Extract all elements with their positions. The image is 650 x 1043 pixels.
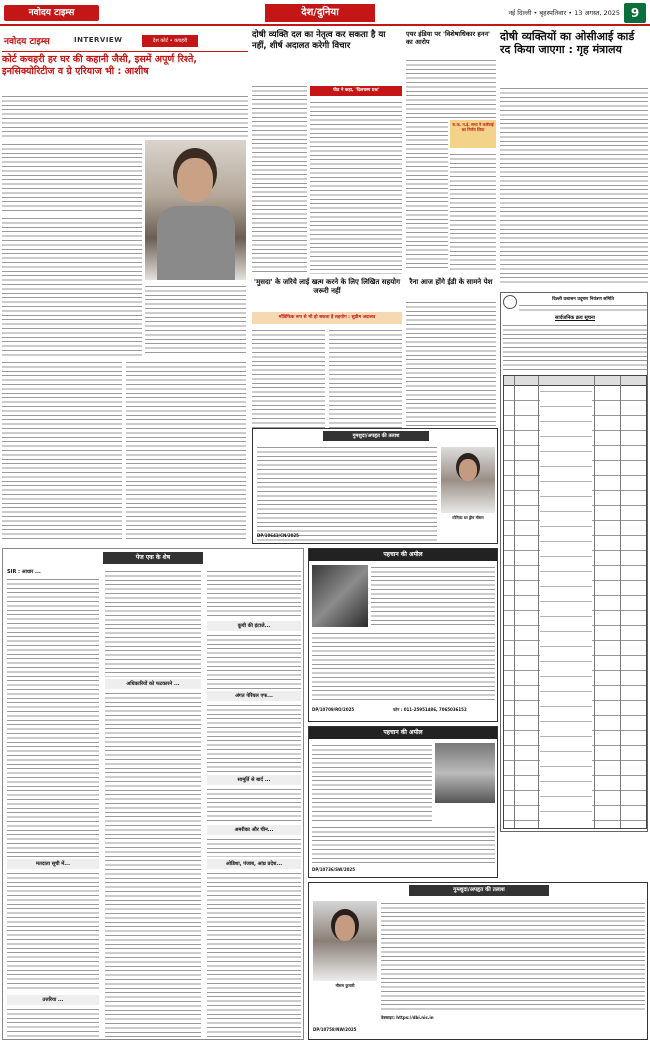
tender-col-divider: [514, 376, 515, 828]
editorial-col3c: [207, 703, 301, 773]
pehchan2-text-b: [312, 825, 495, 863]
tender-table-header: [504, 376, 646, 386]
missing2-heading: गुमशुदा/अपहृत की तलाश: [409, 885, 549, 896]
tender-descriptions: [540, 388, 592, 826]
tender-notice: [500, 292, 648, 832]
air-india-text1: [406, 58, 496, 118]
interview-intro: [2, 94, 248, 138]
pehchan1-heading: पहचान की अपील: [309, 549, 497, 561]
mushtaq-headline: 'मुसदा' के जरिये लाई खत्म करने के लिए लिखित सहयोग जरूरी नहीं: [253, 278, 401, 295]
interview-block: [2, 30, 248, 542]
air-india-text2: [406, 120, 448, 270]
missing-notice-1-box: [252, 428, 498, 544]
editorial-col2b: [105, 691, 201, 1037]
tender-org: दिल्ली प्रशासन प्रदूषण नियंत्रण समिति: [552, 297, 614, 302]
tender-intro: [503, 323, 647, 371]
pehchan-notice-1: [308, 548, 498, 722]
air-india-story: [406, 30, 496, 275]
editorial-sec-6: सामूर्ति से बार्द ...: [207, 775, 301, 785]
editorial-col3f: [207, 871, 301, 1037]
tender-col-divider: [538, 376, 539, 828]
missing2-photo: [313, 901, 377, 981]
lead-tag: पीठ ने कहा, 'दिलचस्प प्रश्न': [310, 86, 402, 96]
editorial-heading: पेज एक के शेष: [103, 552, 203, 564]
interview-banner: [2, 30, 248, 52]
lead-headline: दोषी व्यक्ति दल का नेतृत्व कर सकता है या नहीं, शीर्ष अदालत करेगी विचार: [252, 30, 386, 51]
editorial-sec-0: SIR : आधार ...: [7, 569, 41, 575]
photo-face: [459, 459, 477, 481]
interview-col1c: [2, 360, 122, 540]
pehchan1-text-b: [312, 631, 495, 701]
masthead: [0, 0, 650, 26]
raina-headline: रैना आज होंगे ईडी के सामने पेश: [409, 278, 493, 286]
editorial-col3b: [207, 633, 301, 689]
interview-subtag: देश कोर्ट • कचहरी: [142, 35, 198, 47]
lead-col2: [310, 100, 402, 274]
lead-story: [252, 30, 402, 275]
editorial-col3e: [207, 837, 301, 857]
editorial-block: [2, 548, 304, 1040]
air-india-headline: एयर इंडिया पर 'विशेषाधिकार हनन' का आरोप: [406, 30, 491, 46]
pehchan2-heading: पहचान की अपील: [309, 727, 497, 739]
pehchan2-ref: DP/10736/SW/2025: [312, 867, 355, 872]
oci-story: [500, 30, 648, 288]
pehchan2-photo: [435, 743, 495, 803]
tender-title: सार्वजनिक क्रय सूचना: [555, 315, 595, 321]
missing1-text: [257, 445, 437, 541]
air-india-text3: [450, 152, 496, 272]
missing2-text: [381, 901, 645, 1011]
missing2-ref: DP/10758/NW/2025: [313, 1027, 357, 1032]
missing1-heading: गुमशुदा/अपहृत की तलाश: [323, 431, 429, 441]
missing1-ref: DP/10643/CN/2025: [257, 533, 299, 538]
govt-emblem-icon: [503, 295, 517, 309]
interview-headline: कोर्ट कचहरी हर घर की कहानी जैसी, इसमें अपूर्ण रिश्ते, इनसिक्योरिटीज व ग्रे एरियाज भी : आशीष: [2, 54, 197, 77]
pehchan1-ref: DP/10709/RO/2025: [312, 707, 355, 712]
interview-tag: INTERVIEW: [74, 36, 123, 44]
editorial-col1c: [7, 1007, 99, 1037]
dateline: नई दिल्ली • बृहस्पतिवार • 13 अगस्त, 2025: [508, 9, 620, 17]
missing1-caption: मोनिका घर ड्रीम मौसम: [452, 515, 484, 520]
interviewee-photo: [145, 140, 246, 280]
interview-col1b: [2, 216, 142, 356]
tender-col-divider: [620, 376, 621, 828]
photo-face: [177, 158, 213, 202]
paper-logo: नवोदय टाइम्स: [4, 5, 99, 21]
missing-notice-2: [308, 882, 648, 1040]
missing2-website: वेबसाइट: https://dbi.nic.in: [381, 1015, 434, 1020]
editorial-sec-5: अंगत पेरिंयल एफ...: [207, 691, 301, 701]
tender-table: [503, 375, 647, 829]
editorial-sec-3: अधिकारियों को फटकारने ...: [105, 679, 201, 689]
pehchan1-text-a: [371, 565, 495, 627]
editorial-col3d: [207, 787, 301, 823]
mushtaq-tag: मॉडिफिक रूप से भी हो सकता है सहयोग : सुप्रीम अदालत: [252, 312, 402, 324]
photo-face: [335, 915, 355, 941]
editorial-col2a: [105, 569, 201, 677]
editorial-sec-4: कूची की इंटाजे...: [207, 621, 301, 631]
tender-col-divider: [594, 376, 595, 828]
interview-col1a: [2, 142, 142, 212]
editorial-col3a: [207, 569, 301, 619]
missing1-photo: [441, 447, 495, 513]
section-title: देश/दुनिया: [265, 4, 375, 22]
oci-text: [500, 86, 648, 286]
editorial-sec-8: ओडिशा, पंजाब, आंध्र प्रदेश...: [207, 859, 301, 869]
pehchan1-photo: [312, 565, 368, 627]
pehchan-notice-2: [308, 726, 498, 878]
editorial-sec-2: उत्तरिया ...: [7, 995, 99, 1005]
pehchan1-phone: फोन : 011-25951486, 7065036152: [393, 707, 467, 712]
editorial-col1b: [7, 871, 99, 991]
air-india-pullquote: रा.ज. न.ई. सभा ने कार्रवाई का निर्णय लिया: [450, 120, 496, 148]
oci-headline: दोषी व्यक्तियों का ओसीआई कार्ड रद किया जाएगा : गृह मंत्रालय: [500, 30, 635, 56]
editorial-sec-1: मतदाता सूची में...: [7, 859, 99, 869]
interview-brand: नवोदय टाइम्स: [4, 37, 50, 47]
interview-col2b: [126, 360, 246, 540]
editorial-sec-7: अमरीका और चीन...: [207, 825, 301, 835]
missing2-caption: मौसम कुमारी: [335, 983, 355, 988]
lead-col1: [252, 84, 307, 274]
tender-address: [519, 303, 647, 313]
interview-col2a: [145, 284, 246, 356]
page-number: 9: [624, 3, 646, 23]
editorial-col1a: [7, 577, 99, 857]
pehchan2-text-a: [312, 743, 432, 821]
photo-shirt: [157, 206, 235, 280]
